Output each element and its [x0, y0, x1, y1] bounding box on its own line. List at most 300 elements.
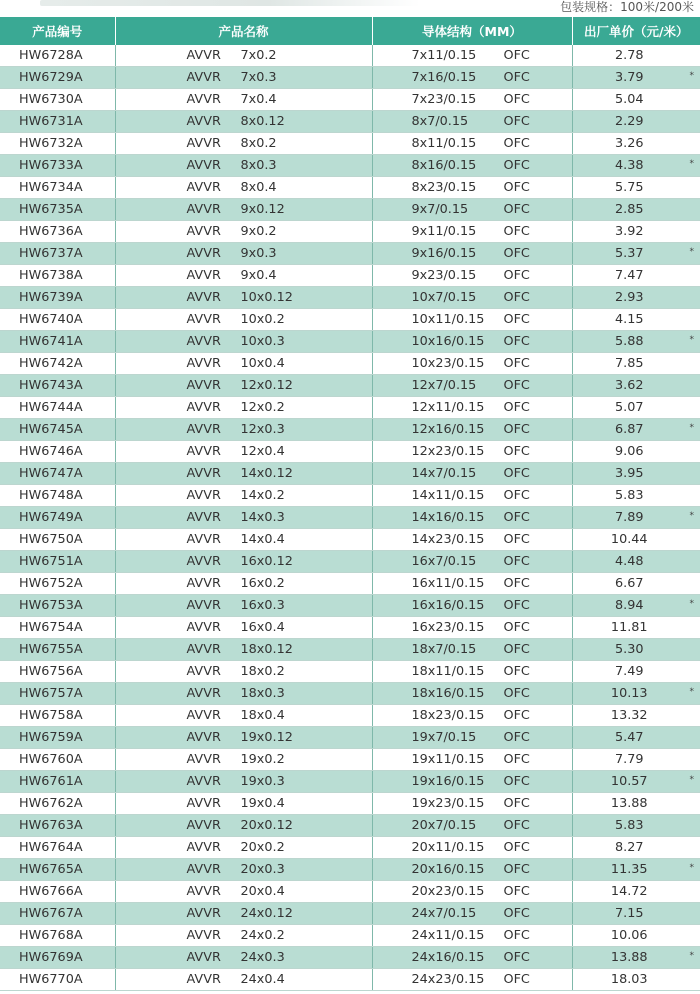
- product-name: [115, 243, 372, 265]
- product-spec: 19x0.12: [240, 730, 293, 745]
- conductor-structure: [372, 155, 572, 177]
- product-spec: 14x0.3: [240, 510, 285, 525]
- conductor-material: OFC: [503, 510, 530, 525]
- product-name: [115, 45, 372, 67]
- conductor-size: 12x11/0.15: [411, 400, 485, 415]
- conductor-structure: [372, 551, 572, 573]
- price-value: 10.13: [610, 686, 648, 701]
- unit-price: [572, 639, 700, 661]
- conductor-structure: [372, 947, 572, 969]
- price-value: 8.94: [615, 598, 644, 613]
- conductor-size: 18x11/0.15: [411, 664, 485, 679]
- unit-price: [572, 89, 700, 111]
- product-code: HW6732A: [0, 133, 115, 155]
- star-mark: *: [689, 71, 694, 81]
- price-value: 7.15: [615, 906, 644, 921]
- product-brand: AVVR: [186, 906, 221, 921]
- product-brand: AVVR: [186, 840, 221, 855]
- unit-price: [572, 595, 700, 617]
- product-name: [115, 155, 372, 177]
- unit-price: [572, 683, 700, 705]
- price-value: 2.85: [615, 202, 644, 217]
- packaging-spec: 包装规格：100米/200米: [560, 0, 694, 14]
- conductor-structure: [372, 375, 572, 397]
- product-spec: 19x0.3: [240, 774, 285, 789]
- conductor-structure: [372, 419, 572, 441]
- unit-price: [572, 309, 700, 331]
- unit-price: [572, 397, 700, 419]
- conductor-material: OFC: [503, 422, 530, 437]
- unit-price: [572, 903, 700, 925]
- conductor-material: OFC: [503, 444, 530, 459]
- product-code: HW6761A: [0, 771, 115, 793]
- col-header-name: 产品名称: [115, 17, 372, 45]
- product-code: HW6746A: [0, 441, 115, 463]
- product-spec: 16x0.3: [240, 598, 285, 613]
- conductor-size: 8x23/0.15: [411, 180, 477, 195]
- table-row: [0, 463, 700, 485]
- product-code: HW6754A: [0, 617, 115, 639]
- conductor-material: OFC: [503, 114, 530, 129]
- table-row: [0, 177, 700, 199]
- conductor-material: OFC: [503, 906, 530, 921]
- product-brand: AVVR: [186, 444, 221, 459]
- product-brand: AVVR: [186, 510, 221, 525]
- product-code: HW6745A: [0, 419, 115, 441]
- product-code: HW6764A: [0, 837, 115, 859]
- table-row: [0, 309, 700, 331]
- product-name: [115, 507, 372, 529]
- conductor-material: OFC: [503, 818, 530, 833]
- product-spec: 10x0.3: [240, 334, 285, 349]
- product-brand: AVVR: [186, 488, 221, 503]
- price-value: 10.06: [610, 928, 648, 943]
- product-code: HW6743A: [0, 375, 115, 397]
- product-brand: AVVR: [186, 422, 221, 437]
- price-value: 13.32: [610, 708, 648, 723]
- conductor-size: 8x11/0.15: [411, 136, 477, 151]
- product-brand: AVVR: [186, 972, 221, 987]
- top-strip: [0, 0, 700, 17]
- price-value: 2.78: [615, 48, 644, 63]
- product-spec: 19x0.2: [240, 752, 285, 767]
- conductor-structure: [372, 793, 572, 815]
- price-value: 7.79: [615, 752, 644, 767]
- unit-price: [572, 243, 700, 265]
- table-header-row: [0, 17, 700, 45]
- table-row: [0, 441, 700, 463]
- table-row: [0, 485, 700, 507]
- price-value: 5.83: [615, 818, 644, 833]
- conductor-size: 14x16/0.15: [411, 510, 485, 525]
- table-row: [0, 89, 700, 111]
- star-mark: *: [689, 511, 694, 521]
- product-brand: AVVR: [186, 774, 221, 789]
- product-name: [115, 969, 372, 991]
- conductor-structure: [372, 397, 572, 419]
- product-brand: AVVR: [186, 620, 221, 635]
- product-name: [115, 749, 372, 771]
- conductor-structure: [372, 199, 572, 221]
- product-brand: AVVR: [186, 356, 221, 371]
- product-name: [115, 111, 372, 133]
- conductor-structure: [372, 221, 572, 243]
- product-code: HW6758A: [0, 705, 115, 727]
- price-value: 10.44: [610, 532, 648, 547]
- unit-price: [572, 375, 700, 397]
- product-brand: AVVR: [186, 202, 221, 217]
- product-name: [115, 287, 372, 309]
- product-brand: AVVR: [186, 950, 221, 965]
- conductor-size: 20x11/0.15: [411, 840, 485, 855]
- price-value: 8.27: [615, 840, 644, 855]
- table-row: [0, 67, 700, 89]
- table-row: [0, 837, 700, 859]
- conductor-structure: [372, 353, 572, 375]
- product-code: HW6749A: [0, 507, 115, 529]
- conductor-structure: [372, 507, 572, 529]
- product-spec: 9x0.3: [240, 246, 277, 261]
- conductor-structure: [372, 265, 572, 287]
- product-name: [115, 617, 372, 639]
- price-value: 5.83: [615, 488, 644, 503]
- conductor-size: 18x7/0.15: [411, 642, 477, 657]
- product-brand: AVVR: [186, 818, 221, 833]
- product-spec: 12x0.2: [240, 400, 285, 415]
- unit-price: [572, 617, 700, 639]
- product-name: [115, 837, 372, 859]
- product-code: HW6734A: [0, 177, 115, 199]
- product-name: [115, 221, 372, 243]
- col-header-code: 产品编号: [0, 17, 115, 45]
- product-name: [115, 133, 372, 155]
- product-code: HW6730A: [0, 89, 115, 111]
- conductor-structure: [372, 573, 572, 595]
- price-value: 18.03: [610, 972, 648, 987]
- product-spec: 14x0.12: [240, 466, 293, 481]
- conductor-material: OFC: [503, 158, 530, 173]
- table-row: [0, 639, 700, 661]
- product-spec: 7x0.2: [240, 48, 277, 63]
- product-brand: AVVR: [186, 708, 221, 723]
- table-row: [0, 199, 700, 221]
- conductor-structure: [372, 177, 572, 199]
- product-name: [115, 485, 372, 507]
- product-code: HW6737A: [0, 243, 115, 265]
- price-value: 5.07: [615, 400, 644, 415]
- product-brand: AVVR: [186, 334, 221, 349]
- conductor-size: 10x23/0.15: [411, 356, 485, 371]
- price-value: 7.85: [615, 356, 644, 371]
- table-row: [0, 375, 700, 397]
- conductor-material: OFC: [503, 400, 530, 415]
- unit-price: [572, 133, 700, 155]
- conductor-material: OFC: [503, 312, 530, 327]
- product-name: [115, 551, 372, 573]
- table-row: [0, 133, 700, 155]
- product-brand: AVVR: [186, 598, 221, 613]
- conductor-structure: [372, 881, 572, 903]
- product-code: HW6766A: [0, 881, 115, 903]
- product-spec: 16x0.12: [240, 554, 293, 569]
- product-code: HW6747A: [0, 463, 115, 485]
- unit-price: [572, 925, 700, 947]
- conductor-material: OFC: [503, 840, 530, 855]
- product-brand: AVVR: [186, 686, 221, 701]
- conductor-material: OFC: [503, 224, 530, 239]
- product-code: HW6768A: [0, 925, 115, 947]
- price-value: 3.62: [615, 378, 644, 393]
- product-name: [115, 859, 372, 881]
- table-row: [0, 155, 700, 177]
- product-code: HW6728A: [0, 45, 115, 67]
- price-value: 10.57: [610, 774, 648, 789]
- price-value: 4.15: [615, 312, 644, 327]
- product-spec: 20x0.2: [240, 840, 285, 855]
- product-spec: 16x0.4: [240, 620, 285, 635]
- product-spec: 20x0.4: [240, 884, 285, 899]
- product-name: [115, 705, 372, 727]
- product-brand: AVVR: [186, 290, 221, 305]
- conductor-material: OFC: [503, 752, 530, 767]
- unit-price: [572, 947, 700, 969]
- product-name: [115, 727, 372, 749]
- conductor-material: OFC: [503, 246, 530, 261]
- table-row: [0, 881, 700, 903]
- product-code: HW6729A: [0, 67, 115, 89]
- product-code: HW6748A: [0, 485, 115, 507]
- product-spec: 10x0.2: [240, 312, 285, 327]
- conductor-size: 8x7/0.15: [411, 114, 469, 129]
- unit-price: [572, 529, 700, 551]
- conductor-material: OFC: [503, 356, 530, 371]
- price-value: 2.93: [615, 290, 644, 305]
- table-row: [0, 925, 700, 947]
- table-row: [0, 969, 700, 991]
- table-row: [0, 903, 700, 925]
- product-code: HW6762A: [0, 793, 115, 815]
- table-row: [0, 287, 700, 309]
- product-name: [115, 771, 372, 793]
- product-name: [115, 463, 372, 485]
- product-code: HW6763A: [0, 815, 115, 837]
- conductor-material: OFC: [503, 70, 530, 85]
- conductor-size: 9x23/0.15: [411, 268, 477, 283]
- conductor-size: 24x11/0.15: [411, 928, 485, 943]
- product-brand: AVVR: [186, 796, 221, 811]
- product-brand: AVVR: [186, 862, 221, 877]
- product-name: [115, 177, 372, 199]
- conductor-structure: [372, 243, 572, 265]
- table-row: [0, 705, 700, 727]
- conductor-structure: [372, 331, 572, 353]
- product-name: [115, 661, 372, 683]
- table-row: [0, 551, 700, 573]
- price-value: 11.35: [610, 862, 648, 877]
- conductor-size: 10x7/0.15: [411, 290, 477, 305]
- product-code: HW6757A: [0, 683, 115, 705]
- product-name: [115, 353, 372, 375]
- conductor-structure: [372, 67, 572, 89]
- conductor-material: OFC: [503, 290, 530, 305]
- conductor-structure: [372, 903, 572, 925]
- product-brand: AVVR: [186, 180, 221, 195]
- product-name: [115, 331, 372, 353]
- product-name: [115, 903, 372, 925]
- product-spec: 24x0.4: [240, 972, 285, 987]
- price-value: 3.79: [615, 70, 644, 85]
- conductor-size: 14x7/0.15: [411, 466, 477, 481]
- unit-price: [572, 45, 700, 67]
- conductor-size: 16x16/0.15: [411, 598, 485, 613]
- price-value: 3.95: [615, 466, 644, 481]
- product-brand: AVVR: [186, 576, 221, 591]
- product-name: [115, 397, 372, 419]
- product-spec: 12x0.4: [240, 444, 285, 459]
- conductor-size: 12x7/0.15: [411, 378, 477, 393]
- table-row: [0, 749, 700, 771]
- product-code: HW6770A: [0, 969, 115, 991]
- conductor-size: 20x16/0.15: [411, 862, 485, 877]
- product-brand: AVVR: [186, 114, 221, 129]
- product-spec: 14x0.2: [240, 488, 285, 503]
- conductor-size: 9x16/0.15: [411, 246, 477, 261]
- conductor-material: OFC: [503, 730, 530, 745]
- price-value: 5.04: [615, 92, 644, 107]
- conductor-size: 7x23/0.15: [411, 92, 477, 107]
- star-mark: *: [689, 599, 694, 609]
- table-row: [0, 111, 700, 133]
- conductor-size: 19x7/0.15: [411, 730, 477, 745]
- product-code: HW6739A: [0, 287, 115, 309]
- conductor-structure: [372, 639, 572, 661]
- conductor-material: OFC: [503, 48, 530, 63]
- product-name: [115, 573, 372, 595]
- price-table: [0, 17, 700, 991]
- unit-price: [572, 793, 700, 815]
- table-row: [0, 529, 700, 551]
- product-name: [115, 529, 372, 551]
- product-brand: AVVR: [186, 246, 221, 261]
- conductor-size: 7x16/0.15: [411, 70, 477, 85]
- table-row: [0, 771, 700, 793]
- unit-price: [572, 507, 700, 529]
- unit-price: [572, 111, 700, 133]
- conductor-structure: [372, 45, 572, 67]
- price-value: 5.88: [615, 334, 644, 349]
- conductor-material: OFC: [503, 576, 530, 591]
- star-mark: *: [689, 687, 694, 697]
- conductor-material: OFC: [503, 334, 530, 349]
- product-name: [115, 639, 372, 661]
- product-brand: AVVR: [186, 884, 221, 899]
- unit-price: [572, 771, 700, 793]
- product-spec: 19x0.4: [240, 796, 285, 811]
- product-name: [115, 419, 372, 441]
- table-row: [0, 617, 700, 639]
- product-name: [115, 793, 372, 815]
- product-brand: AVVR: [186, 730, 221, 745]
- table-row: [0, 265, 700, 287]
- conductor-size: 14x23/0.15: [411, 532, 485, 547]
- unit-price: [572, 353, 700, 375]
- conductor-structure: [372, 485, 572, 507]
- conductor-material: OFC: [503, 532, 530, 547]
- product-brand: AVVR: [186, 642, 221, 657]
- unit-price: [572, 551, 700, 573]
- product-code: HW6760A: [0, 749, 115, 771]
- product-name: [115, 199, 372, 221]
- price-value: 3.92: [615, 224, 644, 239]
- product-brand: AVVR: [186, 378, 221, 393]
- unit-price: [572, 705, 700, 727]
- product-code: HW6751A: [0, 551, 115, 573]
- product-name: [115, 683, 372, 705]
- product-spec: 9x0.12: [240, 202, 285, 217]
- product-brand: AVVR: [186, 312, 221, 327]
- product-code: HW6736A: [0, 221, 115, 243]
- conductor-size: 19x11/0.15: [411, 752, 485, 767]
- product-brand: AVVR: [186, 158, 221, 173]
- price-value: 7.89: [615, 510, 644, 525]
- conductor-structure: [372, 815, 572, 837]
- conductor-size: 12x23/0.15: [411, 444, 485, 459]
- product-name: [115, 441, 372, 463]
- table-row: [0, 45, 700, 67]
- conductor-structure: [372, 529, 572, 551]
- unit-price: [572, 265, 700, 287]
- product-spec: 20x0.12: [240, 818, 293, 833]
- product-code: HW6755A: [0, 639, 115, 661]
- table-row: [0, 661, 700, 683]
- product-name: [115, 595, 372, 617]
- unit-price: [572, 837, 700, 859]
- price-value: 4.38: [615, 158, 644, 173]
- conductor-size: 9x11/0.15: [411, 224, 477, 239]
- unit-price: [572, 155, 700, 177]
- conductor-material: OFC: [503, 554, 530, 569]
- unit-price: [572, 727, 700, 749]
- table-row: [0, 331, 700, 353]
- conductor-material: OFC: [503, 642, 530, 657]
- product-code: HW6765A: [0, 859, 115, 881]
- product-code: HW6752A: [0, 573, 115, 595]
- product-brand: AVVR: [186, 554, 221, 569]
- unit-price: [572, 815, 700, 837]
- product-brand: AVVR: [186, 664, 221, 679]
- conductor-size: 19x16/0.15: [411, 774, 485, 789]
- conductor-size: 18x23/0.15: [411, 708, 485, 723]
- conductor-material: OFC: [503, 884, 530, 899]
- star-mark: *: [689, 423, 694, 433]
- table-row: [0, 353, 700, 375]
- unit-price: [572, 485, 700, 507]
- conductor-structure: [372, 595, 572, 617]
- col-header-conductor: 导体结构（MM）: [372, 17, 572, 45]
- unit-price: [572, 419, 700, 441]
- product-brand: AVVR: [186, 400, 221, 415]
- conductor-size: 10x16/0.15: [411, 334, 485, 349]
- conductor-material: OFC: [503, 796, 530, 811]
- conductor-structure: [372, 617, 572, 639]
- table-row: [0, 243, 700, 265]
- conductor-size: 19x23/0.15: [411, 796, 485, 811]
- price-value: 7.49: [615, 664, 644, 679]
- unit-price: [572, 661, 700, 683]
- price-value: 6.67: [615, 576, 644, 591]
- conductor-size: 16x7/0.15: [411, 554, 477, 569]
- product-code: HW6741A: [0, 331, 115, 353]
